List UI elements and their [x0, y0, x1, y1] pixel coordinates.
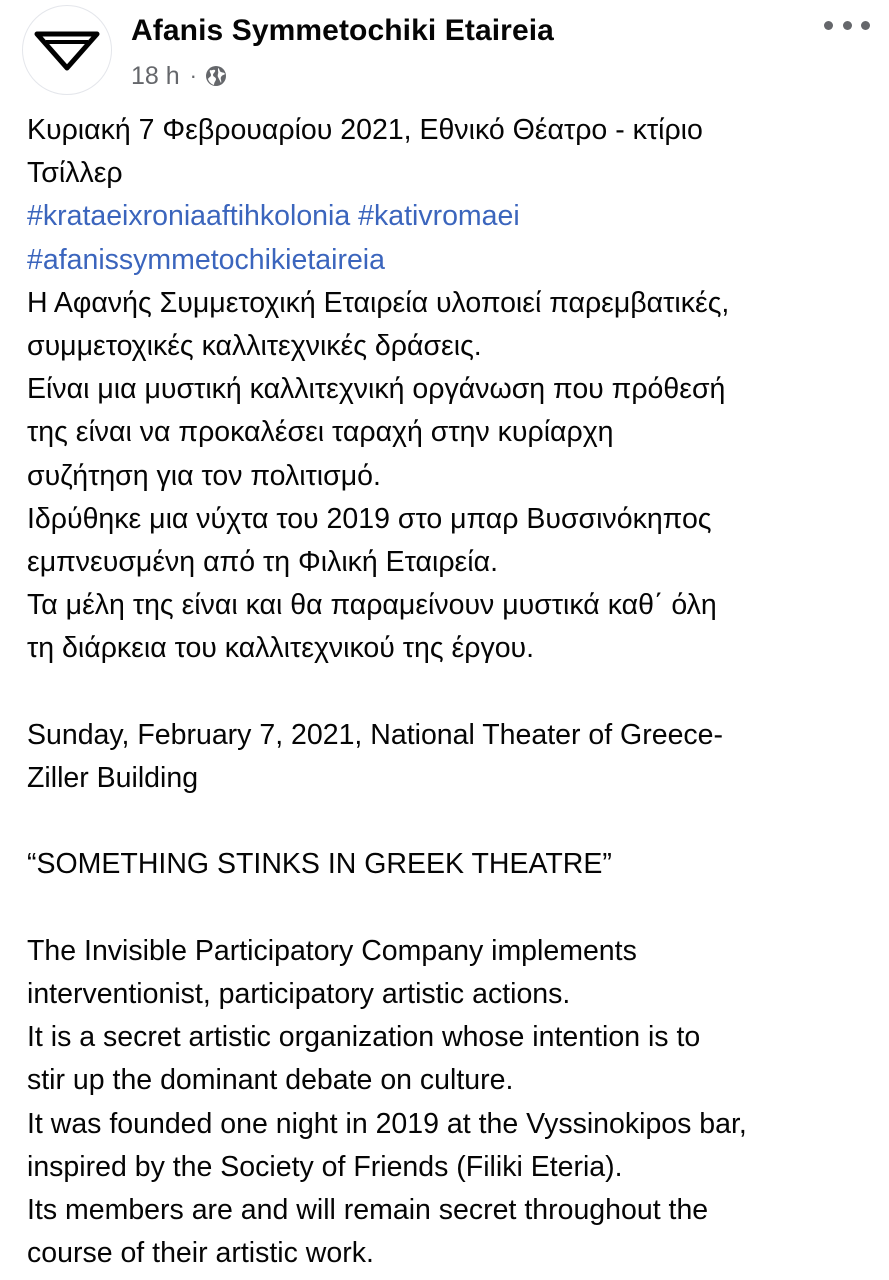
hashtag-line	[27, 195, 877, 238]
text-line: interventionist, participatory artistic actions.	[27, 978, 571, 1011]
text-line: της είναι να προκαλέσει ταραχή στην κυρίαρχη	[27, 416, 614, 449]
post-header	[0, 0, 889, 100]
text-line: Ιδρύθηκε μια νύχτα του 2019 στο μπαρ Βυσσινόκηπος	[27, 502, 712, 535]
post-text	[27, 109, 877, 1275]
text-line: Ziller Building	[27, 762, 199, 795]
blank-line	[27, 800, 877, 843]
text-line: course of their artistic work.	[27, 1237, 374, 1270]
post-timestamp[interactable]: 18 h	[131, 61, 180, 90]
text-line: Κυριακή 7 Φεβρουαρίου 2021, Εθνικό Θέατρο - κτίριο	[27, 114, 703, 146]
text-line: “SOMETHING STINKS IN GREEK THEATRE”	[27, 848, 612, 881]
more-dot-icon	[824, 21, 833, 30]
hashtag-link[interactable]: #afanissymmetochikietaireia	[27, 243, 385, 276]
more-dot-icon	[861, 21, 870, 30]
text-line: συμμετοχικές καλλιτεχνικές δράσεις.	[27, 330, 482, 363]
text-line: Η Αφανής Συμμετοχική Εταιρεία υλοποιεί παρεμβατικές,	[27, 286, 730, 319]
text-line: εμπνευσμένη από τη Φιλική Εταιρεία.	[27, 546, 498, 579]
post-meta	[131, 60, 227, 92]
text-line: It was founded one night in 2019 at the Vyssinokipos bar,	[27, 1107, 747, 1140]
text-line: stir up the dominant debate on culture.	[27, 1064, 514, 1097]
hashtag-line	[27, 239, 877, 282]
more-options-button[interactable]	[824, 10, 870, 40]
text-line: Είναι μια μυστική καλλιτεχνική οργάνωση που πρόθεσή	[27, 373, 726, 406]
more-dot-icon	[843, 21, 852, 30]
blank-line	[27, 671, 877, 714]
hashtag-link[interactable]: #kativromaei	[358, 200, 520, 233]
text-line: Τσίλλερ	[27, 157, 123, 190]
meta-separator: ·	[189, 63, 197, 88]
text-line: τη διάρκεια του καλλιτεχνικού της έργου.	[27, 632, 535, 665]
page-avatar[interactable]	[22, 5, 112, 95]
text-line: Its members are and will remain secret throughout the	[27, 1194, 709, 1227]
page-name[interactable]: Afanis Symmetochiki Etaireia	[131, 14, 554, 47]
blank-line	[27, 887, 877, 930]
text-line: Τα μέλη της είναι και θα παραμείνουν μυστικά καθ΄ όλη	[27, 589, 717, 622]
text-line: It is a secret artistic organization whose intention is to	[27, 1021, 701, 1054]
hashtag-link[interactable]: #krataeixroniaaftihkolonia	[27, 200, 351, 233]
diamond-logo	[34, 29, 100, 71]
text-line: inspired by the Society of Friends (Filiki Eteria).	[27, 1150, 623, 1183]
text-line: Sunday, February 7, 2021, National Theater of Greece-	[27, 718, 724, 751]
text-line: The Invisible Participatory Company implements	[27, 934, 637, 967]
text-line: συζήτηση για τον πολιτισμό.	[27, 459, 381, 492]
globe-icon[interactable]	[205, 65, 227, 87]
